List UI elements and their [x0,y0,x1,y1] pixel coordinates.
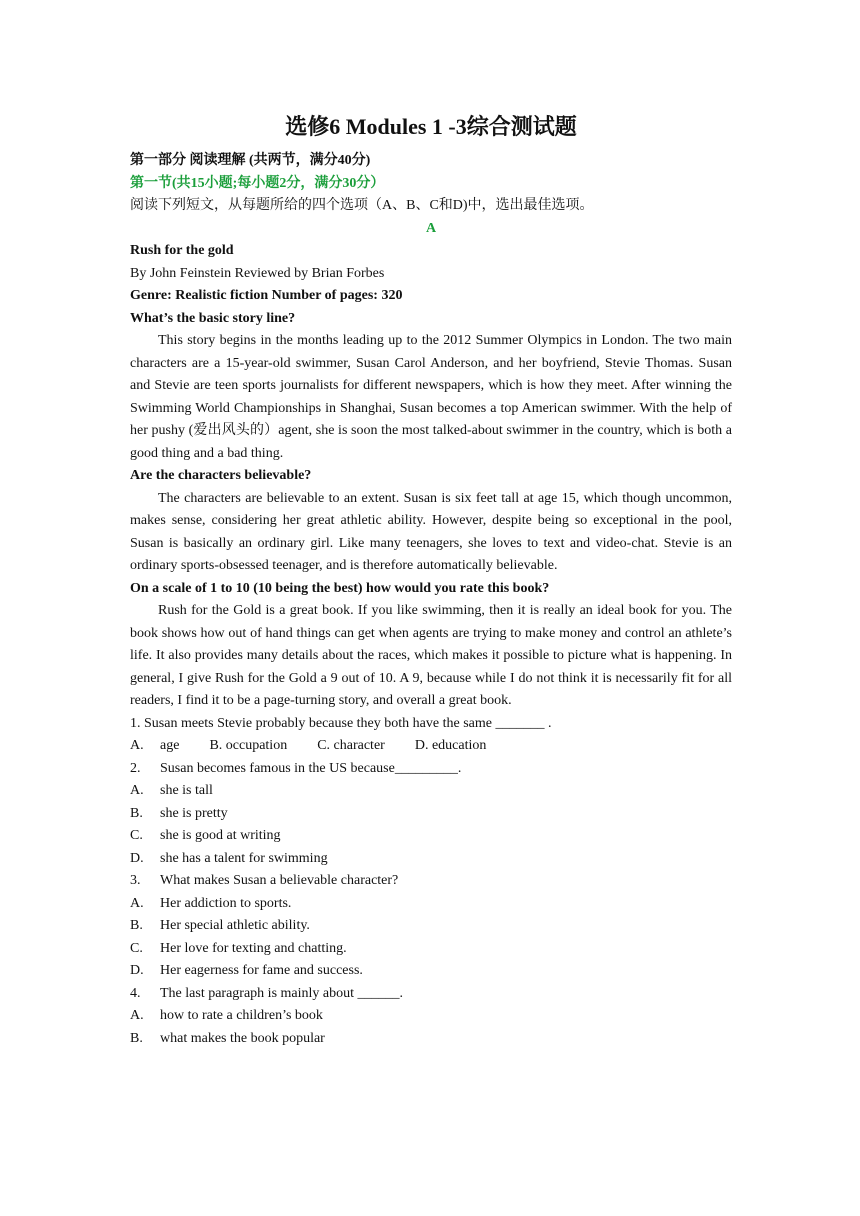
question-2-option [130,803,732,826]
option-text: how to rate a children’s book [160,1008,323,1023]
instruction: 阅读下列短文，从每题所给的四个选项（A、B、C和D)中，选出最佳选项。 [130,198,594,213]
question-number: 4. [130,985,141,1001]
question-number: 3. [130,873,141,888]
passage-label: A [425,220,437,236]
option-key: B. [130,918,143,933]
option-text: Her eagerness for fame and success. [160,963,363,978]
question-text: Susan becomes famous in the US because_________. [160,760,462,776]
section-heading: 第一节(共15小题;每小题2分，满分30分） [130,175,385,191]
option-text: she is good at writing [160,828,281,843]
question-number: 2. [130,760,141,776]
option-key: D. [130,963,144,978]
question-3-option [130,960,732,983]
option-key: B. [130,805,143,821]
option-text: Her love for texting and chatting. [160,940,347,956]
page-title: 选修6 Modules 1 -3综合测试题 [285,114,577,139]
option-key: A. [130,1008,144,1023]
question-3-option [130,915,732,938]
option-key: A. [130,783,144,798]
heading-story-line: What’s the basic story line? [130,310,296,326]
question-3-stem [130,870,732,893]
question-text: What makes Susan a believable character? [160,873,399,888]
option-a: age [160,738,180,753]
option-a-key: A. [130,738,144,753]
question-text: The last paragraph is mainly about ______. [160,985,403,1001]
option-text: Her addiction to sports. [160,895,292,911]
heading-rating: On a scale of 1 to 10 (10 being the best) how would you rate this book? [130,580,550,596]
question-4-option [130,1005,732,1028]
question-4-option [130,1028,732,1051]
question-2-option [130,825,732,848]
option-text: what makes the book popular [160,1030,325,1046]
option-key: C. [130,940,143,956]
paragraph-rating: Rush for the Gold is a great book. If you like swimming, then it is really an ideal book for you. The book shows how out of hand things can get when agents are trying to make money and control an athlete’s life. It also provides many details about the races, which makes it possible to picture what is happening. In general, I give Rush for the Gold a 9 out of 10. A 9, because while I do not think it is necessarily fit for all readers, I find it to be a page-turning story, and overall a great book. [130,603,732,708]
question-2-option [130,848,732,871]
option-text: Her special athletic ability. [160,918,310,933]
book-title: Rush for the gold [130,243,234,258]
question-3-option [130,893,732,916]
option-text: she is tall [160,783,213,798]
question-4-stem [130,983,732,1006]
option-key: D. [130,850,144,866]
option-key: B. [130,1030,143,1046]
byline: By John Feinstein Reviewed by Brian Forbes [130,265,385,281]
question-2-option [130,780,732,803]
option-b: B. occupation [209,738,288,753]
paragraph-characters: The characters are believable to an extent. Susan is six feet tall at age 15, which though uncommon, makes sense, considering her great athletic ability. However, despite being so exceptional in the pool, Susan is basically an ordinary girl. Like many teenagers, she loves to text and video-chat. Stevie is an ordinary sports-obsessed teenager, and is therefore automatically believable. [130,490,732,573]
option-text: she is pretty [160,805,228,821]
option-c: C. character [317,738,385,753]
option-key: C. [130,828,143,843]
option-text: she has a talent for swimming [160,850,328,866]
heading-characters: Are the characters believable? [130,468,312,483]
question-3-option [130,938,732,961]
part-heading: 第一部分 阅读理解 (共两节，满分40分) [130,153,371,168]
question-1-options [130,735,732,758]
question-1-stem: 1. Susan meets Stevie probably because they both have the same _______ . [130,715,552,731]
question-2-stem [130,758,732,781]
paragraph-story-line: This story begins in the months leading up to the 2012 Summer Olympics in London. The two main characters are a 15-year-old swimmer, Susan Carol Anderson, and her boyfriend, Stevie Thomas. Susan and Stevie are teen sports journalists for different newspapers, which is how they meet. After winning the Swimming World Championships in Shanghai, Susan becomes a top American swimmer. With the help of her pushy (爱出风头的）agent, she is soon the most talked-about swimmer in the country, which is both a good thing and a bad thing. [130,333,732,461]
option-key: A. [130,895,144,911]
genre-line: Genre: Realistic fiction Number of pages: 320 [130,288,403,303]
option-d: D. education [414,738,487,753]
document-page [130,112,732,1050]
